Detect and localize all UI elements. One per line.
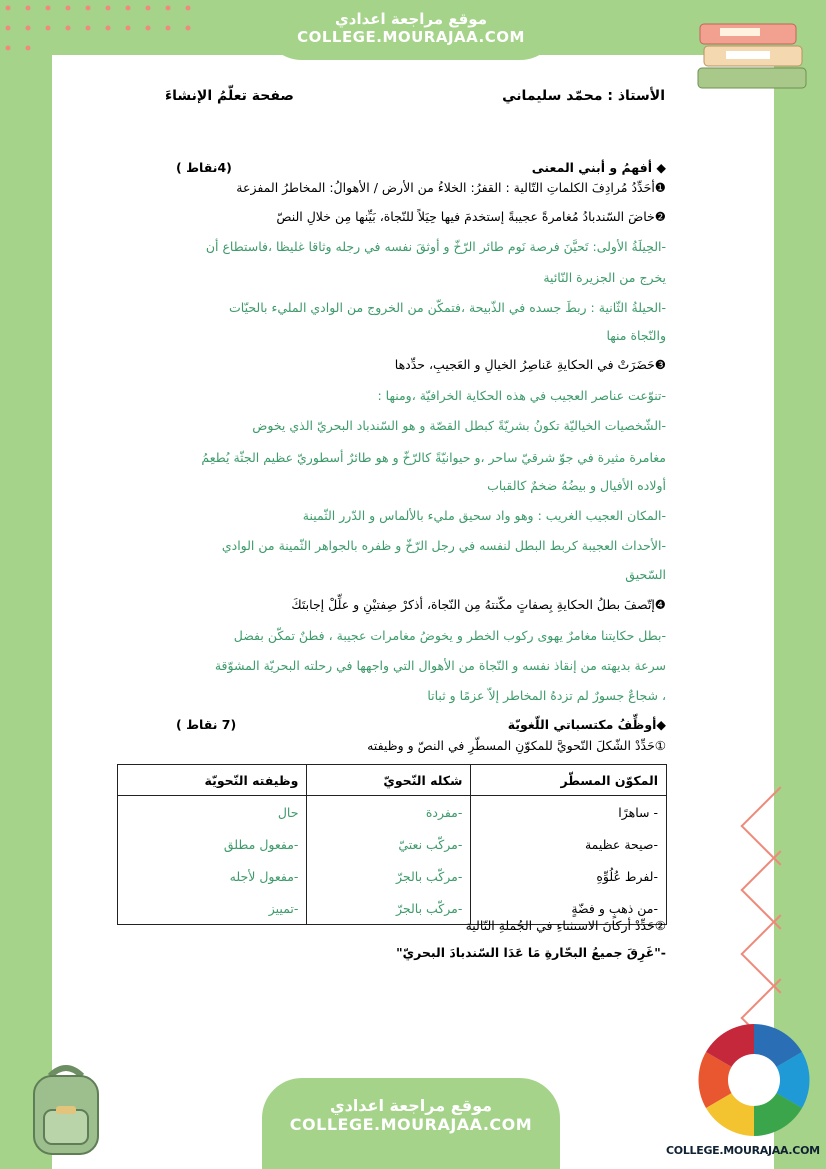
section2-title: ◆أوظِّفُ مكتسباتي اللّغويّة (507, 717, 666, 732)
worksheet-header (165, 88, 665, 112)
table-row (118, 828, 667, 860)
answer-4-line3: ، شجاعٌ جسورٌ لم تزدهُ المخاطر إلاّ عزمًا و ثباتا (427, 688, 666, 703)
grammar-table (117, 764, 667, 925)
question-4: ❹إتّصفَ بطلُ الحكايةِ بِصفاتٍ مكّنتهُ مِن النّجاة، أذكرْ صِفتيْنِ و علِّلْ إجابتَكَ (291, 597, 666, 612)
table-cell: -من ذهبٍ و فضّةٍ (471, 892, 667, 925)
table-cell: حال (118, 796, 307, 829)
teacher-name: الأستاذ : محمّد سليماني (502, 88, 665, 104)
section1-points: (4نقاط ) (176, 160, 232, 175)
table-cell: - ساهرًا (471, 796, 667, 829)
answer-3-line1: -تنوّعت عناصر العجيب في هذه الحكاية الخرافيّة ،ومنها : (377, 388, 666, 403)
site-banner-bottom (262, 1078, 560, 1169)
answer-2-line1: -الحِيلَةُ الأولى: تَحيَّنَ فرصة نَوم طائر الرّخّ و أوثقَ نفسه في رجله وثاقا غليظا ،فاستطاع أن (205, 239, 666, 254)
section1-title: ◆ أفهمُ و أبني المعنى (531, 160, 666, 175)
table-cell: -لفرط عُلُوِّهِ (471, 860, 667, 892)
answer-3-line2: -الشّخصيات الخياليّة تكونُ بشريّةً كبطل القصّة و هو السّندباد البحريّ الذي يخوض (252, 418, 666, 433)
section2-question-2: ②حَدِّدْ أركانَ الاستثناءِ في الجُملةِ التّالية (465, 918, 666, 933)
site-logo-icon (696, 1022, 812, 1138)
answer-3-line7: السّحيق (625, 567, 666, 582)
answer-3-line5: -المكان العجيب الغريب : وهو واد سحيق مليء بالألماس و الدّرر الثّمينة (302, 508, 666, 523)
answer-3-line6: -الأحداث العجيبة كربط البطل لنفسه في رجل الرّخّ و ظفره بالجواهر الثّمينة من الوادي (221, 538, 666, 553)
table-header: وظيفته النّحويّة (118, 765, 307, 796)
table-header: المكوّن المسطّر (471, 765, 667, 796)
table-cell: -تمييز (118, 892, 307, 925)
worksheet-subject: صفحة تعلّمُ الإنشاءَ (165, 88, 294, 104)
table-row (118, 796, 667, 829)
books-icon (692, 10, 812, 96)
answer-3-line4: أولاده الأفيال و بيضُهُ ضخمٌ كالقباب (487, 478, 666, 493)
site-url[interactable]: COLLEGE.MOURAJAA.COM (297, 28, 525, 46)
question-1: ❶أحَدِّدُ مُرادِفَ الكلماتِ التّالية : القفرُ: الخلاءُ من الأرض / الأهوالُ: المخاطرُ المفزعة (236, 180, 666, 195)
table-cell: -مفردة (307, 796, 471, 829)
table-cell: -صيحة عظيمة (471, 828, 667, 860)
site-name: موقع مراجعة اعدادي (329, 1096, 493, 1115)
table-cell: -مركّب بالجرّ (307, 860, 471, 892)
site-url[interactable]: COLLEGE.MOURAJAA.COM (289, 1115, 533, 1134)
section2-question-1: ①حَدِّدْ الشّكلَ النّحويَّ للمكوّنِ المسطّرِ في النصّ و وظيفته (367, 738, 666, 753)
answer-2-line3: -الحيلةُ الثّانية : ربطَ جسده في الذّبيحة ،فتمكّن من الخروج من الوادي المليء بالحيّات (229, 300, 666, 315)
table-cell: -مركّب بالجرّ (307, 892, 471, 925)
section2-sentence: -"غَرِقَ جميعُ البحّارةِ مَا عَدَا السّندبادَ البحريّ" (396, 945, 666, 960)
table-row (118, 860, 667, 892)
decorative-dots (0, 0, 200, 60)
table-header-row (118, 765, 667, 796)
question-2: ❷خاضَ السّندبادُ مُغامرةً عجيبةً إستخدمَ فيها حِيَلاً للنّجاة، بَيِّنها مِن خلالِ النصّ (276, 209, 666, 224)
answer-4-line1: -بطل حكايتنا مغامرٌ يهوى ركوب الخطر و يخوضُ مغامرات عجيبة ، فطنٌ تمكّن بفضل (233, 628, 666, 643)
backpack-icon (20, 1058, 112, 1158)
logo-url: COLLEGE.MOURAJAA.COM (666, 1144, 820, 1157)
answer-4-line2: سرعة بديهته من إنقاذ نفسه و النّجاة من الأهوال التي واجهها في رحلته البحريّة المشوّقة (214, 658, 666, 673)
answer-3-line3: مغامرة مثيرة في جوّ شرقيّ ساحر ،و حيوانيّةً كالرّخّ و هو طائرٌ أسطوريّ عظيم الجثّة يُطعِمُ (201, 450, 666, 465)
site-banner-top (262, 0, 560, 60)
table-cell: -مفعول لأجله (118, 860, 307, 892)
table-header: شكله النّحويّ (307, 765, 471, 796)
site-name: موقع مراجعة اعدادي (335, 10, 487, 28)
answer-2-line2: يخرج من الجزيرة النّائية (543, 270, 666, 285)
table-cell: -مفعول مطلق (118, 828, 307, 860)
answer-2-line4: والنّجاة منها (606, 328, 666, 343)
question-3: ❸حَضَرَتْ في الحكايةِ عَناصِرُ الخيالِ و العَجيبِ، حدِّدها (394, 357, 666, 372)
table-cell: -مركّب نعتيّ (307, 828, 471, 860)
section2-points: (7 نقاط ) (176, 717, 237, 732)
